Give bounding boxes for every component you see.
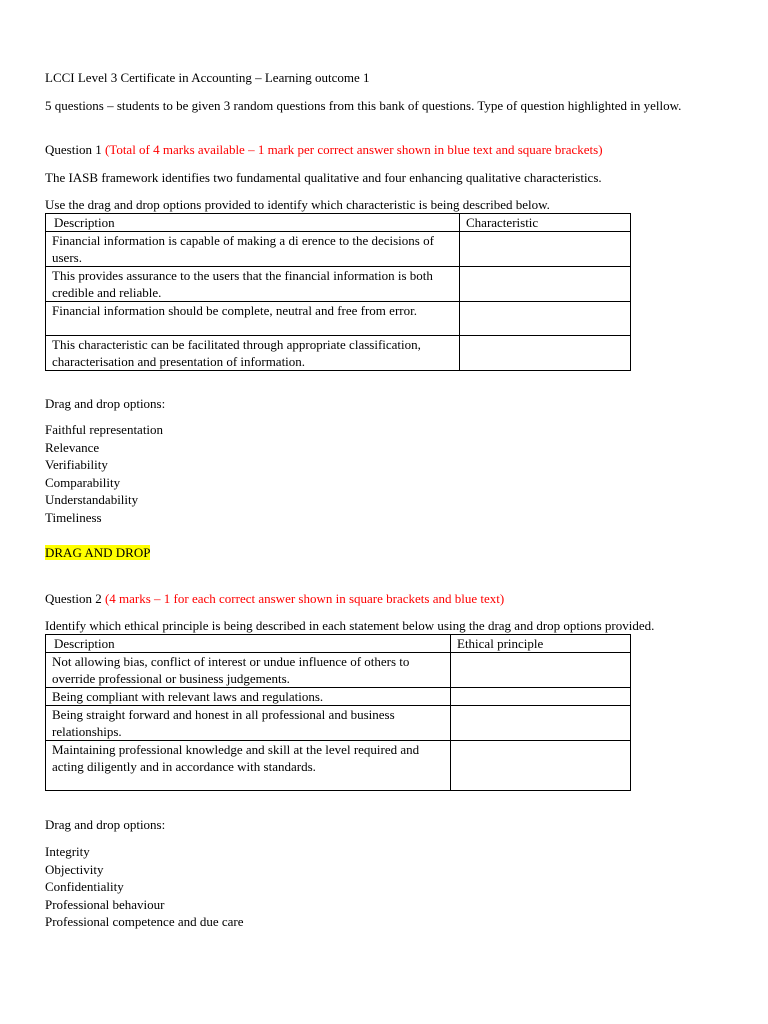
q1-marks: (Total of 4 marks available – 1 mark per correct answer shown in blue text and square brackets) (104, 142, 603, 157)
q1-description-cell: This characteristic can be facilitated through appropriate classification, characterisation and presentation of information. (46, 336, 460, 371)
q1-table-header (46, 214, 631, 232)
q2-description-cell: Being compliant with relevant laws and regulations. (46, 688, 451, 706)
q2-header-ethical-principle: Ethical principle (451, 635, 631, 653)
drag-option[interactable]: Faithful representation (45, 422, 164, 437)
table-row (46, 336, 631, 371)
q2-table (45, 634, 631, 791)
q1-description-cell: Financial information is capable of making a di erence to the decisions of users. (46, 232, 460, 267)
q2-description-cell: Not allowing bias, conflict of interest or undue influence of others to override professional or business judgements. (46, 653, 451, 688)
table-row (46, 706, 631, 741)
q1-description-cell: Financial information should be complete, neutral and free from error. (46, 302, 460, 336)
q2-description-cell: Maintaining professional knowledge and skill at the level required and acting diligently and in accordance with standards. (46, 741, 451, 791)
q1-title (45, 141, 603, 158)
drag-option[interactable]: Comparability (45, 474, 121, 490)
drag-option[interactable]: Timeliness (45, 509, 102, 525)
drag-option[interactable]: Professional competence and due care (45, 914, 244, 930)
q2-header-description: Description (46, 635, 451, 653)
table-row (46, 653, 631, 688)
q2-answer-drop-target[interactable] (451, 741, 631, 791)
intro-text: 5 questions – students to be given 3 random questions from this bank of questions. Type of question highlighted in yellow. (45, 98, 682, 113)
table-row (46, 232, 631, 267)
q1-instruction: Use the drag and drop options provided to identify which characteristic is being described below. (45, 197, 550, 212)
table-row (46, 688, 631, 706)
q2-answer-drop-target[interactable] (451, 653, 631, 688)
q2-options-label: Drag and drop options: (45, 817, 166, 832)
q1-description-cell: This provides assurance to the users that the financial information is both credible and reliable. (46, 267, 460, 302)
q1-label: Question 1 (45, 142, 102, 157)
question-type-highlight: DRAG AND DROP (45, 545, 151, 560)
drag-option[interactable]: Integrity (45, 844, 90, 859)
drag-option[interactable]: Professional behaviour (45, 896, 165, 912)
drag-option[interactable]: Understandability (45, 492, 139, 508)
q2-table-header (46, 635, 631, 653)
q1-answer-drop-target[interactable] (460, 232, 631, 267)
q1-answer-drop-target[interactable] (460, 267, 631, 302)
table-row (46, 267, 631, 302)
q2-label: Question 2 (45, 591, 102, 606)
drag-option[interactable]: Relevance (45, 439, 100, 455)
drag-option[interactable]: Verifiability (45, 457, 108, 473)
q1-options-list (45, 421, 163, 527)
q2-marks: (4 marks – 1 for each correct answer shown in square brackets and blue text) (104, 591, 505, 606)
q1-header-characteristic: Characteristic (460, 214, 631, 232)
q1-question-type (45, 544, 150, 561)
q2-instruction: Identify which ethical principle is being described in each statement below using the drag and drop options provided. (45, 618, 655, 633)
q1-statement: The IASB framework identifies two fundamental qualitative and four enhancing qualitative characteristics. (45, 170, 602, 185)
document-heading: LCCI Level 3 Certificate in Accounting – Learning outcome 1 (45, 70, 370, 85)
drag-option[interactable]: Objectivity (45, 861, 104, 877)
q2-answer-drop-target[interactable] (451, 688, 631, 706)
q2-options-list (45, 843, 244, 931)
q1-options-label: Drag and drop options: (45, 396, 166, 411)
q1-table (45, 213, 631, 371)
q1-answer-drop-target[interactable] (460, 302, 631, 336)
q2-answer-drop-target[interactable] (451, 706, 631, 741)
drag-option[interactable]: Confidentiality (45, 879, 124, 895)
table-row (46, 741, 631, 791)
q2-description-cell: Being straight forward and honest in all professional and business relationships. (46, 706, 451, 741)
q2-title (45, 590, 504, 607)
q1-answer-drop-target[interactable] (460, 336, 631, 371)
table-row (46, 302, 631, 336)
q1-header-description: Description (46, 214, 460, 232)
